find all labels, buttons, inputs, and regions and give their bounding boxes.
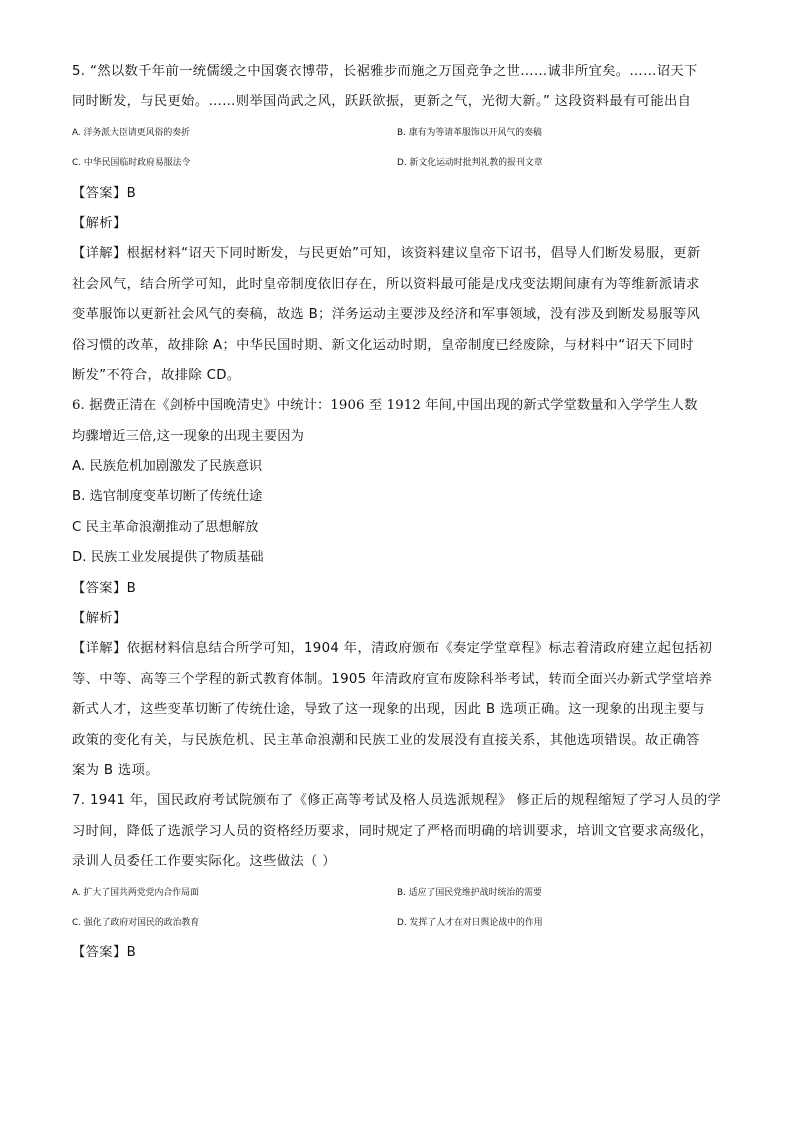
q7-stem-line-2: 习时间，降低了选派学习人员的资格经历要求，同时规定了严格而明确的培训要求，培训文官要求高级化， bbox=[72, 823, 714, 839]
q5-detail-line-4: 俗习惯的改革，故排除 A；中华民国时期、新文化运动时期，皇帝制度已经废除，与材料中“诏天下同时 bbox=[72, 337, 694, 353]
q6-option-c: C 民主革命浪潮推动了思想解放 bbox=[72, 519, 259, 535]
q6-option-b: B. 选官制度变革切断了传统仕途 bbox=[72, 489, 263, 505]
q6-detail-line-1: 【详解】依据材料信息结合所学可知，1904 年，清政府颁布《奏定学堂章程》标志着清政府建立起包括初 bbox=[72, 641, 713, 657]
q5-detail-line-3: 变革服饰以更新社会风气的奏稿，故选 B；洋务运动主要涉及经济和军事领域，没有涉及到断发易服等风 bbox=[72, 307, 701, 323]
q6-detail-line-3: 新式人才，这些变革切断了传统仕途，导致了这一现象的出现，因此 B 选项正确。这一现象的出现主要与 bbox=[72, 702, 705, 718]
q5-detail-line-5: 断发”不符合，故排除 CD。 bbox=[72, 367, 241, 383]
exam-page bbox=[72, 62, 722, 974]
q6-detail-line-2: 等、中等、高等三个学程的新式教育体制。1905 年清政府宣布废除科举考试，转而全面兴办新式学堂培养 bbox=[72, 671, 713, 687]
q5-detail-line-2: 社会风气，结合所学可知，此时皇帝制度依旧存在，所以资料最可能是戊戌变法期间康有为等维新派请求 bbox=[72, 276, 700, 292]
q7-options-row-1 bbox=[72, 883, 722, 903]
q6-stem-line-1: 6. 据费正清在《剑桥中国晚清史》中统计：1906 至 1912 年间,中国出现的新式学堂数量和入学学生人数 bbox=[72, 398, 698, 414]
q6-stem-line-2: 均骤增近三倍,这一现象的出现主要因为 bbox=[72, 428, 305, 444]
q6-analysis-label: 【解析】 bbox=[72, 611, 127, 627]
q5-stem-line-2: 同时断发，与民更始。……则举国尚武之风，跃跃欲振，更新之气，光彻大新。” 这段资料最有可能出自 bbox=[72, 94, 692, 110]
q5-options-row-2 bbox=[72, 153, 722, 173]
q5-analysis-label: 【解析】 bbox=[72, 215, 127, 231]
q7-option-d: D. 发挥了人才在对日舆论战中的作用 bbox=[397, 917, 543, 928]
q5-detail-line-1: 【详解】根据材料“诏天下同时断发，与民更始”可知，该资料建议皇帝下诏书，倡导人们断发易服，更新 bbox=[72, 246, 701, 262]
q7-stem-line-1: 7. 1941 年，国民政府考试院颁布了《修正高等考试及格人员选派规程》 修正后的规程缩短了学习人员的学 bbox=[72, 793, 722, 809]
q7-option-b: B. 适应了国民党维护战时统治的需要 bbox=[397, 887, 542, 898]
q5-option-a: A. 洋务派大臣请更风俗的奏折 bbox=[72, 127, 191, 138]
q7-option-a: A. 扩大了国共两党党内合作局面 bbox=[72, 887, 199, 898]
q7-answer: 【答案】B bbox=[72, 945, 137, 961]
q5-option-c: C. 中华民国临时政府易服法令 bbox=[72, 158, 191, 169]
q6-answer: 【答案】B bbox=[72, 580, 137, 596]
q5-answer: 【答案】B bbox=[72, 185, 137, 201]
q6-option-d: D. 民族工业发展提供了物质基础 bbox=[72, 550, 264, 566]
q5-options-row-1 bbox=[72, 123, 722, 143]
q6-detail-line-5: 案为 B 选项。 bbox=[72, 762, 159, 778]
q6-detail-line-4: 政策的变化有关，与民族危机、民主革命浪潮和民族工业的发展没有直接关系，其他选项错误。故正确答 bbox=[72, 732, 700, 748]
q5-option-b: B. 康有为等请革服饰以开风气的奏稿 bbox=[397, 127, 542, 138]
q7-stem-line-3: 录训人员委任工作要实际化。这些做法（ ） bbox=[72, 854, 336, 870]
q5-option-d: D. 新文化运动时批判礼教的报刊文章 bbox=[397, 158, 543, 169]
q7-option-c: C. 强化了政府对国民的政治教育 bbox=[72, 917, 200, 928]
q7-options-row-2 bbox=[72, 913, 722, 933]
q6-option-a: A. 民族危机加剧激发了民族意识 bbox=[72, 459, 263, 475]
q5-stem-line-1: 5. “然以数千年前一统儒缓之中国褒衣博带，长裾雅步而施之万国竞争之世……诚非所宜矣。……诏天下 bbox=[72, 64, 698, 79]
